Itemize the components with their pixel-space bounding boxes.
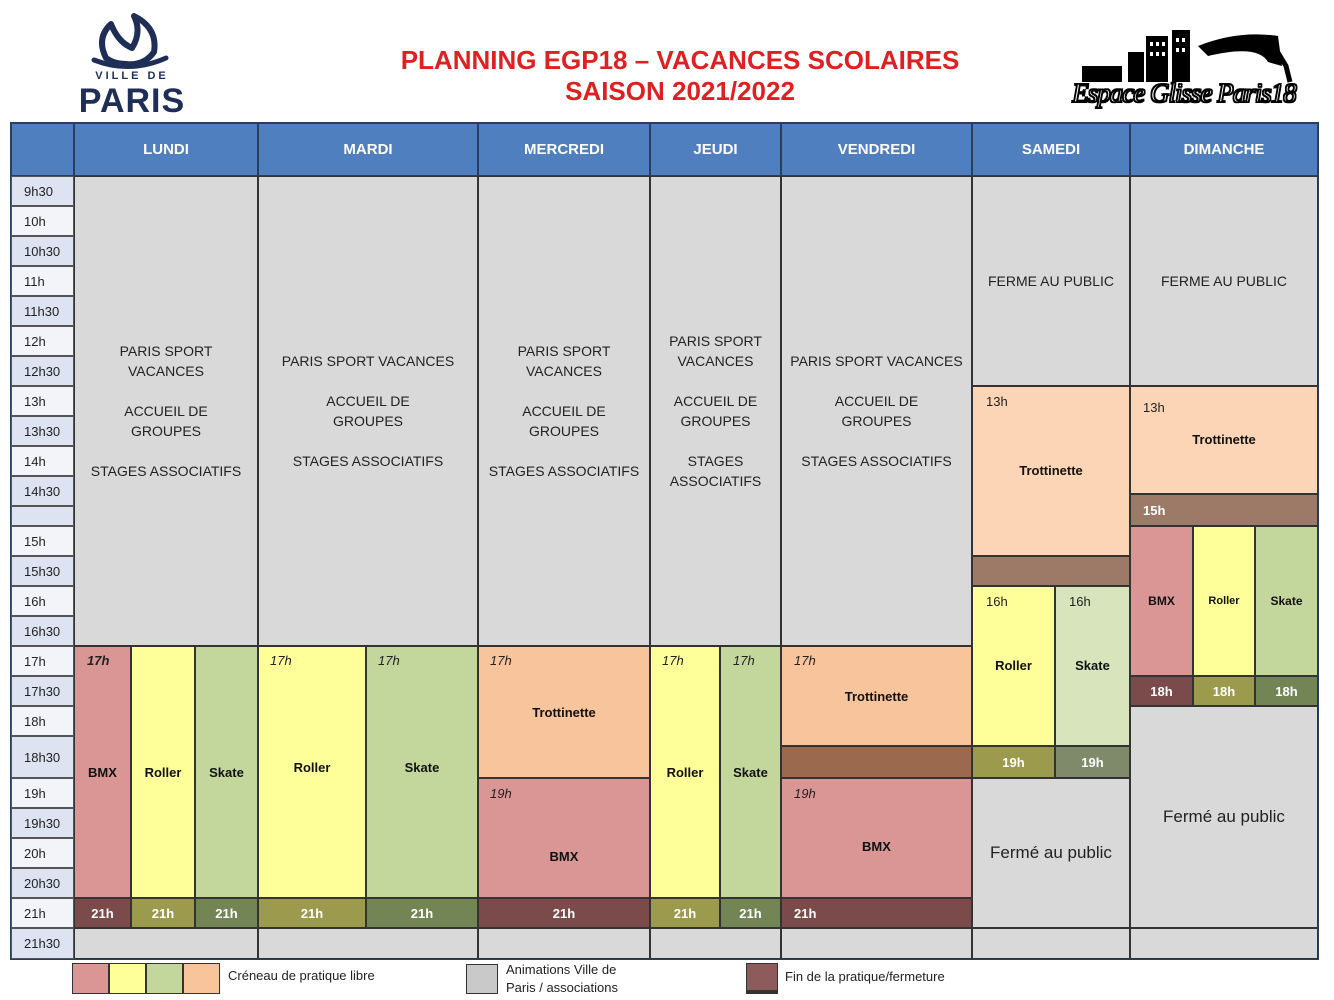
time-slot: 12h30 (11, 356, 74, 386)
time-slot: 15h (11, 526, 74, 556)
ferme-evening-dimanche: Fermé au public (1130, 706, 1318, 928)
start-time-label: 17h (270, 653, 292, 668)
legend-swatch-animations (466, 964, 498, 994)
time-slot: 21h30 (11, 928, 74, 959)
empty-cell (478, 928, 650, 959)
animations-block-mardi: PARIS SPORT VACANCES ACCUEIL DE GROUPES STAGES ASSOCIATIFS (258, 176, 478, 646)
time-slot: 14h30 (11, 476, 74, 506)
day-header-samedi: SAMEDI (972, 123, 1130, 176)
end-bar-lundi-bmx: 21h (74, 898, 131, 928)
start-time-label: 17h (490, 653, 512, 668)
end-bar-lundi-roller: 21h (131, 898, 195, 928)
empty-cell (1130, 928, 1318, 959)
end-bar-dimanche-skate: 18h (1255, 676, 1318, 706)
legend-label-animations: Animations Ville de Paris / associations (506, 962, 618, 995)
empty-cell (74, 928, 258, 959)
time-slot: 17h (11, 646, 74, 676)
start-time-label: 17h (662, 653, 684, 668)
time-slot: 13h30 (11, 416, 74, 446)
animations-block-jeudi: PARIS SPORT VACANCES ACCUEIL DE GROUPES STAGES ASSOCIATIFS (650, 176, 781, 646)
ferme-block-dimanche: FERME AU PUBLIC (1130, 176, 1318, 386)
logo-ville-de: VILLE DE (95, 70, 169, 82)
slot-samedi-roller: Roller (972, 586, 1055, 746)
day-header-lundi: LUNDI (74, 123, 258, 176)
time-slot: 14h (11, 446, 74, 476)
start-time-label: 19h (490, 786, 512, 801)
end-bar-vendredi: 21h (781, 898, 972, 928)
header-corner (11, 123, 74, 176)
empty-cell (781, 928, 972, 959)
time-slot: 16h30 (11, 616, 74, 646)
slot-vendredi-bmx: BMX (781, 778, 972, 898)
espace-glisse-logo (1068, 26, 1300, 116)
slot-jeudi-roller: Roller (650, 646, 720, 898)
end-bar-samedi-roller: 19h (972, 746, 1055, 778)
time-slot: 20h (11, 838, 74, 868)
end-bar-jeudi-roller: 21h (650, 898, 720, 928)
ferme-block-samedi: FERME AU PUBLIC (972, 176, 1130, 386)
legend-swatch-skate (146, 963, 183, 994)
end-bar-mardi-skate: 21h (366, 898, 478, 928)
time-slot: 16h (11, 586, 74, 616)
day-header-dimanche: DIMANCHE (1130, 123, 1318, 176)
slot-dimanche-roller: Roller (1193, 526, 1255, 676)
start-time-label: 16h (986, 594, 1008, 609)
title-line-2: SAISON 2021/2022 (565, 76, 795, 106)
empty-cell (972, 928, 1130, 959)
slot-dimanche-trottinette: Trottinette (1130, 386, 1318, 494)
ferme-evening-samedi: Fermé au public (972, 778, 1130, 928)
time-slot: 11h (11, 266, 74, 296)
day-header-mercredi: MERCREDI (478, 123, 650, 176)
start-time-label: 17h (378, 653, 400, 668)
end-bar-jeudi-skate: 21h (720, 898, 781, 928)
time-slot: 20h30 (11, 868, 74, 898)
start-time-label: 17h (794, 653, 816, 668)
time-slot: 18h (11, 706, 74, 736)
legend-swatch-bmx (72, 963, 109, 994)
day-header-mardi: MARDI (258, 123, 478, 176)
time-slot: 15h30 (11, 556, 74, 586)
start-time-label: 19h (794, 786, 816, 801)
start-time-label: 17h (87, 653, 110, 668)
animations-block-mercredi: PARIS SPORT VACANCES ACCUEIL DE GROUPES STAGES ASSOCIATIFS (478, 176, 650, 646)
time-slot: 10h (11, 206, 74, 236)
day-header-jeudi: JEUDI (650, 123, 781, 176)
time-slot: 10h30 (11, 236, 74, 266)
slot-mercredi-bmx: BMX (478, 778, 650, 898)
time-slot: 11h30 (11, 296, 74, 326)
legend-swatch-trottinette (183, 963, 220, 994)
time-slot: 18h30 (11, 736, 74, 778)
time-slot: 17h30 (11, 676, 74, 706)
animations-block-vendredi: PARIS SPORT VACANCES ACCUEIL DE GROUPES STAGES ASSOCIATIFS (781, 176, 972, 646)
time-slot: 21h (11, 898, 74, 928)
time-slot: 9h30 (11, 176, 74, 206)
time-slot: 19h30 (11, 808, 74, 838)
start-time-label: 16h (1069, 594, 1091, 609)
start-time-label: 13h (986, 394, 1008, 409)
end-bar-vendredi-trottinette (781, 746, 972, 778)
end-bar-lundi-skate: 21h (195, 898, 258, 928)
paris-boat-icon (66, 8, 198, 70)
slot-lundi-skate: Skate (195, 646, 258, 898)
slot-samedi-trottinette: Trottinette (972, 386, 1130, 556)
legend-label-libre: Créneau de pratique libre (228, 968, 375, 983)
time-slot-spacer (11, 506, 74, 526)
slot-dimanche-bmx: BMX (1130, 526, 1193, 676)
slot-lundi-bmx: BMX (74, 646, 131, 898)
start-time-label: 17h (733, 653, 755, 668)
logo-paris: PARIS (78, 82, 186, 120)
day-header-vendredi: VENDREDI (781, 123, 972, 176)
slot-mardi-roller: Roller (258, 646, 366, 898)
end-bar-dimanche-roller: 18h (1193, 676, 1255, 706)
slot-mercredi-trottinette: Trottinette (478, 646, 650, 778)
end-bar-samedi-trottinette (972, 556, 1130, 586)
end-bar-mercredi: 21h (478, 898, 650, 928)
slot-mardi-skate: Skate (366, 646, 478, 898)
start-time-label: 13h (1143, 400, 1165, 415)
page-title (360, 45, 1000, 107)
animations-block-lundi: PARIS SPORT VACANCES ACCUEIL DE GROUPES STAGES ASSOCIATIFS (74, 176, 258, 646)
time-slot: 19h (11, 778, 74, 808)
slot-samedi-skate: Skate (1055, 586, 1130, 746)
legend-label-fin: Fin de la pratique/fermeture (785, 969, 945, 984)
time-slot: 12h (11, 326, 74, 356)
end-bar-dimanche-bmx: 18h (1130, 676, 1193, 706)
logo-espace-glisse-text: Espace Glisse Paris18 (1072, 78, 1296, 108)
legend-swatch-fin (746, 963, 778, 994)
legend-swatch-roller (109, 963, 146, 994)
title-line-1: PLANNING EGP18 – VACANCES SCOLAIRES (400, 45, 960, 75)
empty-cell (258, 928, 478, 959)
empty-cell (650, 928, 781, 959)
end-bar-samedi-skate: 19h (1055, 746, 1130, 778)
slot-dimanche-skate: Skate (1255, 526, 1318, 676)
ville-de-paris-logo (66, 8, 198, 120)
end-bar-dimanche-trottinette: 15h (1130, 494, 1318, 526)
skyline-icon (1068, 26, 1300, 86)
time-slot: 13h (11, 386, 74, 416)
slot-jeudi-skate: Skate (720, 646, 781, 898)
slot-vendredi-trottinette: Trottinette (781, 646, 972, 746)
slot-lundi-roller: Roller (131, 646, 195, 898)
end-bar-mardi-roller: 21h (258, 898, 366, 928)
